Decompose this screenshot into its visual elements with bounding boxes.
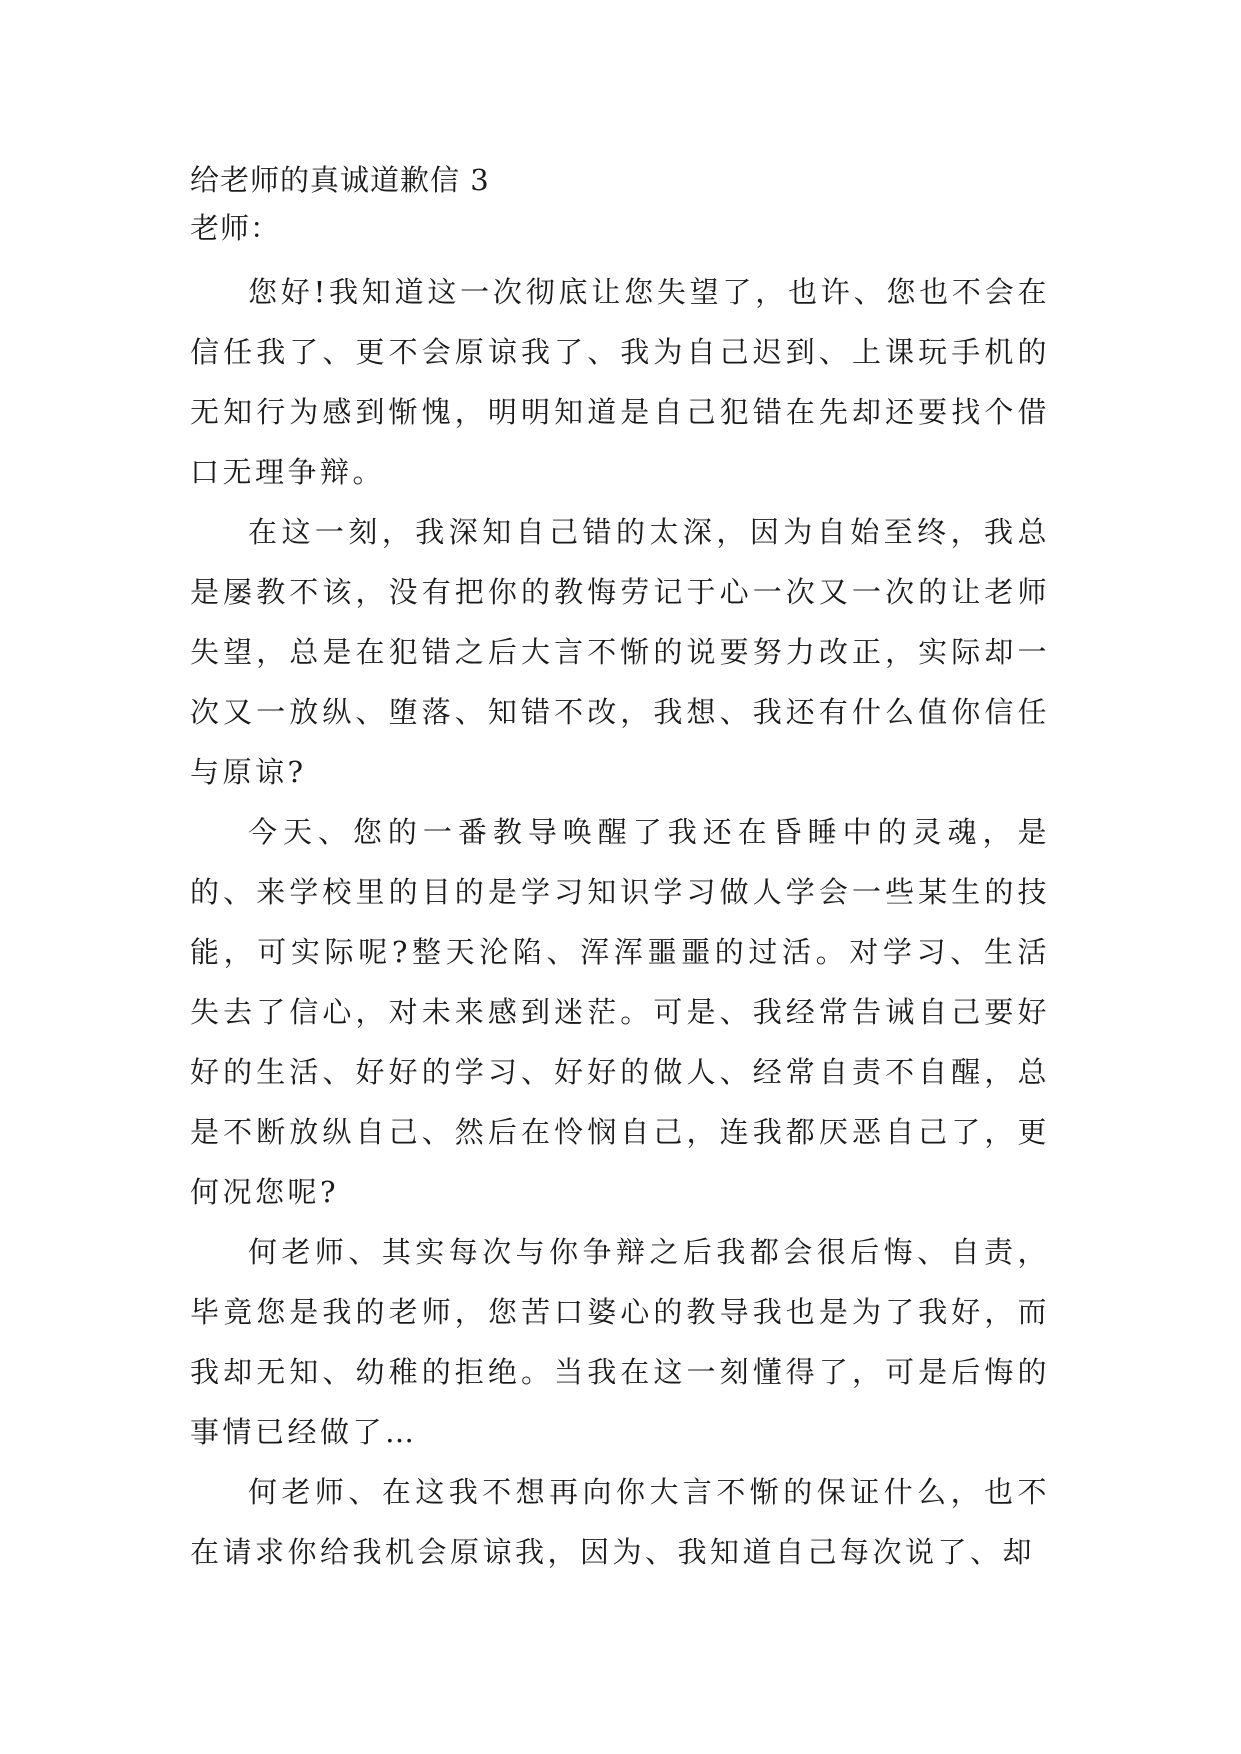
paragraph-4: 何老师、其实每次与你争辩之后我都会很后悔、自责，毕竟您是我的老师，您苦口婆心的教导我也是为了我好，而我却无知、幼稚的拒绝。当我在这一刻懂得了，可是后悔的事情已经做了… xyxy=(190,1235,1050,1449)
document-page xyxy=(190,160,1050,1582)
paragraph-2: 在这一刻，我深知自己错的太深，因为自始至终，我总是屡教不该，没有把你的教悔劳记于心一次又一次的让老师失望，总是在犯错之后大言不惭的说要努力改正，实际却一次又一放纵、堕落、知错不改，我想、我还有什么值你信任与原谅? xyxy=(190,515,1050,789)
salutation: 老师： xyxy=(190,211,281,245)
paragraph-3: 今天、您的一番教导唤醒了我还在昏睡中的灵魂，是的、来学校里的目的是学习知识学习做人学会一些某生的技能，可实际呢?整天沦陷、浑浑噩噩的过活。对学习、生活失去了信心，对未来感到迷茫。可是、我经常告诫自己要好好的生活、好好的学习、好好的做人、经常自责不自醒，总是不断放纵自己、然后在怜悯自己，连我都厌恶自己了，更何况您呢? xyxy=(190,815,1050,1209)
paragraph-1: 您好!我知道这一次彻底让您失望了，也许、您也不会在信任我了、更不会原谅我了、我为自己迟到、上课玩手机的无知行为感到惭愧，明明知道是自己犯错在先却还要找个借口无理争辩。 xyxy=(190,275,1050,489)
paragraph-5: 何老师、在这我不想再向你大言不惭的保证什么，也不在请求你给我机会原谅我，因为、我知道自己每次说了、却 xyxy=(190,1475,1050,1569)
document-title: 给老师的真诚道歉信 3 xyxy=(190,163,490,197)
